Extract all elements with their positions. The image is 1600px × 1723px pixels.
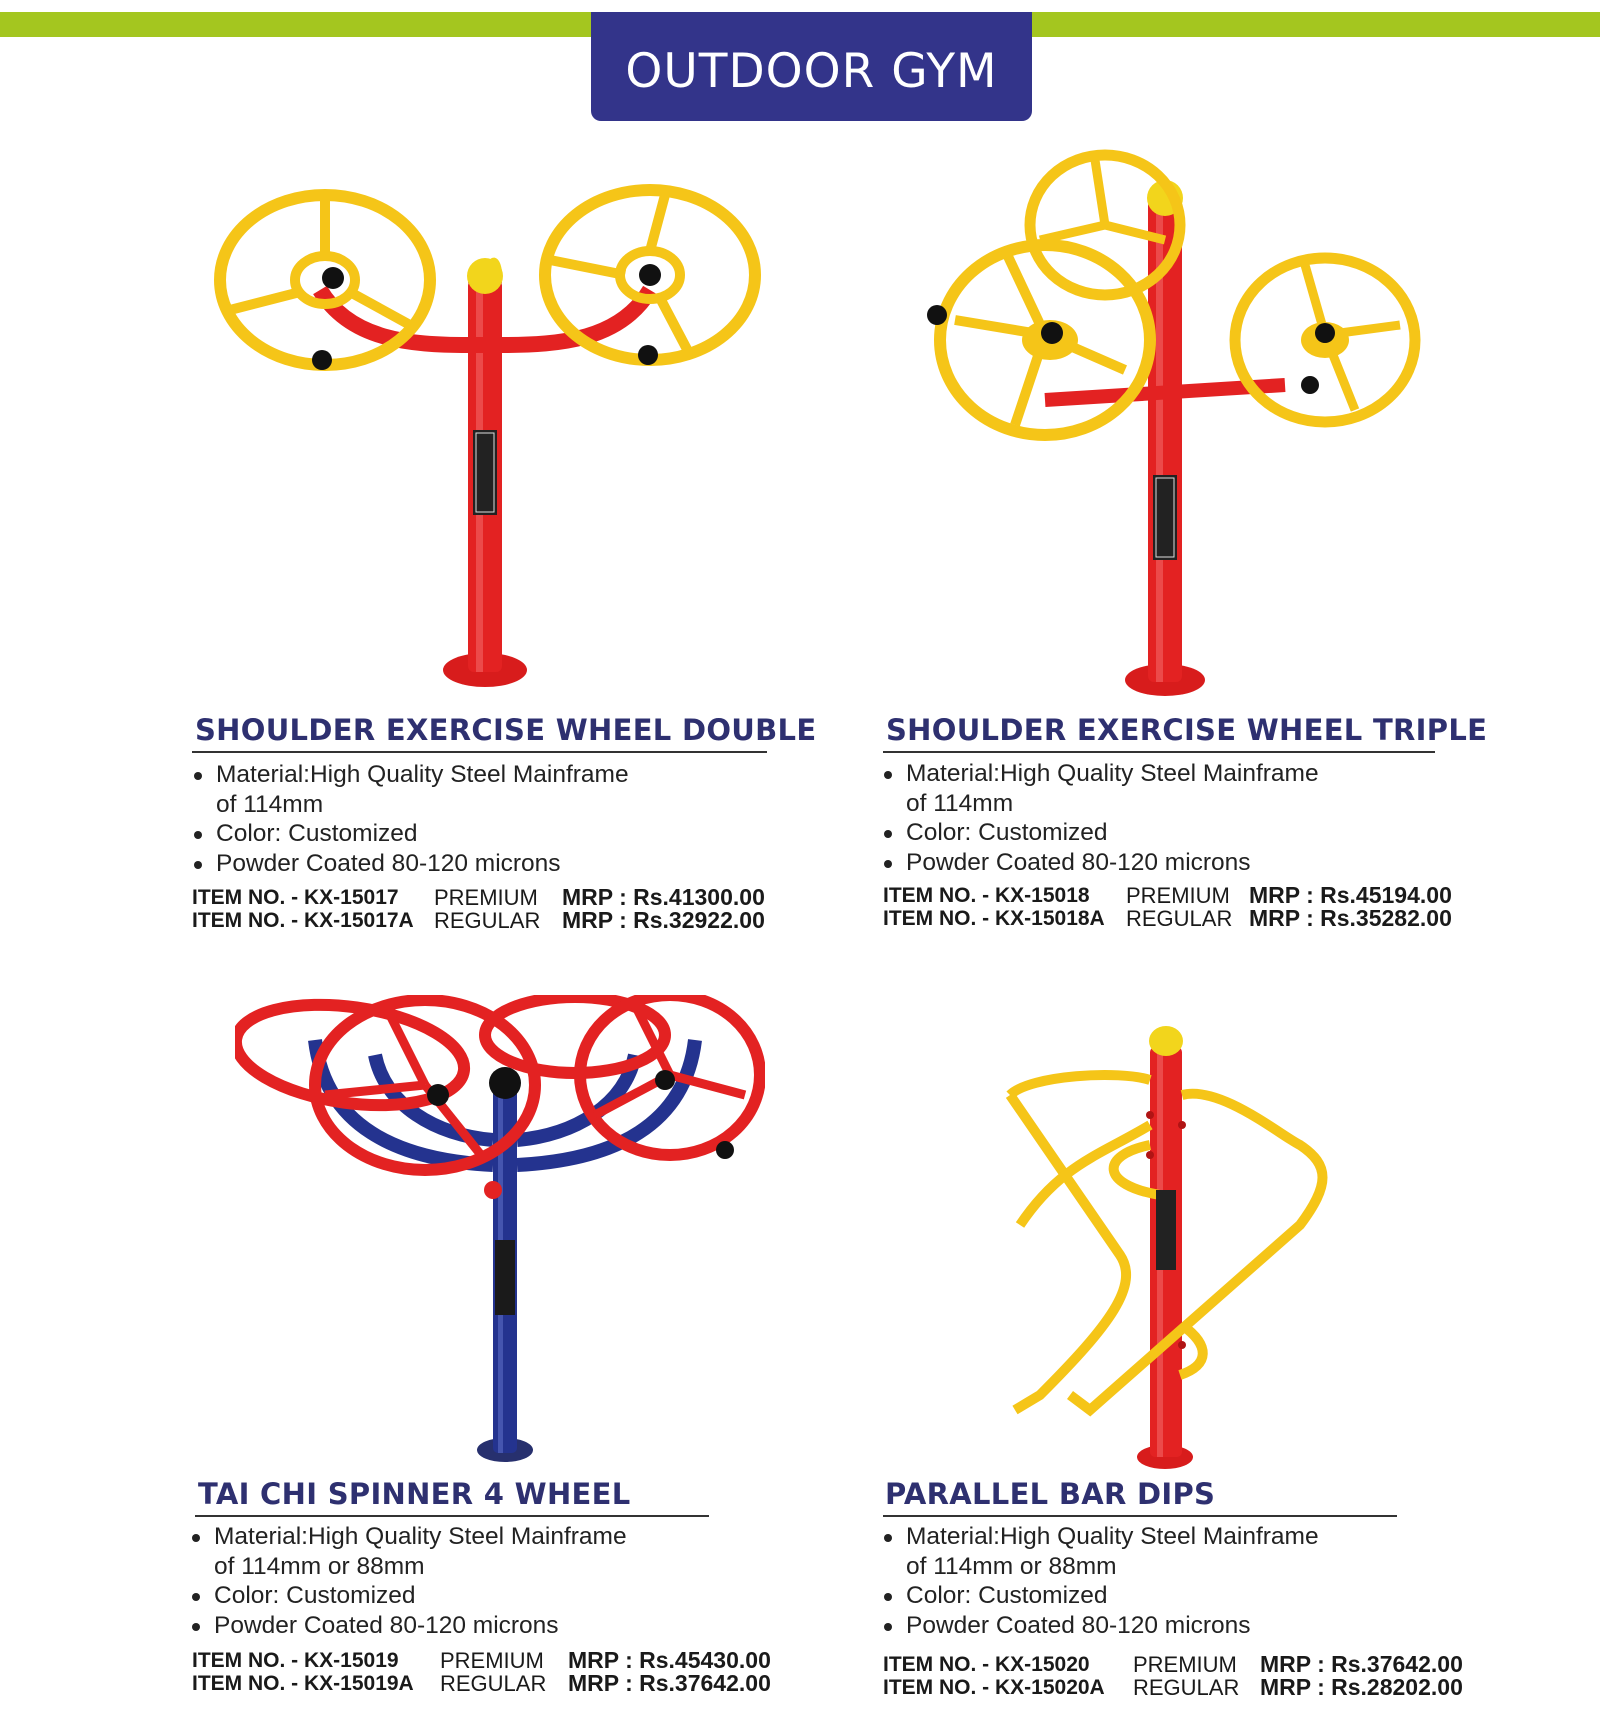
item-row <box>883 907 1483 930</box>
item-row <box>883 884 1483 907</box>
item-grade: REGULAR <box>434 908 541 933</box>
item-row <box>192 909 792 932</box>
item-number: ITEM NO. - KX-15020A <box>883 1676 1105 1699</box>
feature-item: Color: Customized <box>190 1581 627 1611</box>
item-row <box>192 1649 812 1672</box>
product-image-shoulder-wheel-double <box>210 180 780 700</box>
item-grade: PREMIUM <box>434 885 538 910</box>
item-mrp: MRP : Rs.35282.00 <box>1249 905 1452 931</box>
item-grade: PREMIUM <box>1133 1652 1237 1677</box>
item-number: ITEM NO. - KX-15020 <box>883 1653 1090 1676</box>
title-underline <box>195 1515 709 1517</box>
item-grade: REGULAR <box>1133 1675 1240 1700</box>
item-mrp: MRP : Rs.37642.00 <box>1260 1651 1463 1677</box>
feature-item: Color: Customized <box>192 819 629 849</box>
item-number: ITEM NO. - KX-15017A <box>192 909 414 932</box>
feature-item: Powder Coated 80-120 microns <box>882 1611 1319 1641</box>
feature-item-continued: of 114mm <box>216 790 324 818</box>
header-tab <box>591 12 1032 121</box>
item-price-list <box>192 886 792 932</box>
title-underline <box>883 751 1435 753</box>
feature-list <box>882 1522 1319 1640</box>
item-number: ITEM NO. - KX-15019 <box>192 1649 399 1672</box>
item-row <box>192 886 792 909</box>
feature-list <box>882 759 1319 877</box>
feature-item: Color: Customized <box>882 818 1319 848</box>
product-title: SHOULDER EXERCISE WHEEL DOUBLE <box>195 713 817 747</box>
product-title: TAI CHI SPINNER 4 WHEEL <box>198 1477 631 1511</box>
item-number: ITEM NO. - KX-15018 <box>883 884 1090 907</box>
item-grade: REGULAR <box>1126 906 1233 931</box>
product-image-tai-chi-spinner <box>235 995 765 1470</box>
item-number: ITEM NO. - KX-15019A <box>192 1672 414 1695</box>
feature-item-continued: of 114mm <box>906 789 1014 817</box>
feature-item: Material:High Quality Steel Mainframe <box>882 1522 1319 1552</box>
feature-item: Powder Coated 80-120 microns <box>190 1611 627 1641</box>
feature-item: Color: Customized <box>882 1581 1319 1611</box>
item-grade: PREMIUM <box>1126 883 1230 908</box>
item-number: ITEM NO. - KX-15017 <box>192 886 399 909</box>
item-row <box>192 1672 812 1695</box>
item-mrp: MRP : Rs.45430.00 <box>568 1647 771 1673</box>
feature-item: Powder Coated 80-120 microns <box>882 848 1319 878</box>
feature-item: Material:High Quality Steel Mainframe <box>882 759 1319 789</box>
item-grade: REGULAR <box>440 1671 547 1696</box>
product-image-parallel-bar-dips <box>1000 1025 1360 1475</box>
item-number: ITEM NO. - KX-15018A <box>883 907 1105 930</box>
item-mrp: MRP : Rs.45194.00 <box>1249 882 1452 908</box>
feature-item-continued: of 114mm or 88mm <box>214 1552 425 1580</box>
title-underline <box>192 751 767 753</box>
product-title: PARALLEL BAR DIPS <box>885 1477 1216 1511</box>
item-mrp: MRP : Rs.41300.00 <box>562 884 765 910</box>
feature-list <box>190 1522 627 1640</box>
feature-list <box>192 760 629 878</box>
item-mrp: MRP : Rs.28202.00 <box>1260 1674 1463 1700</box>
item-mrp: MRP : Rs.32922.00 <box>562 907 765 933</box>
item-row <box>883 1653 1503 1676</box>
item-row <box>883 1676 1503 1699</box>
item-price-list <box>883 884 1483 930</box>
feature-item: Powder Coated 80-120 microns <box>192 849 629 879</box>
item-price-list <box>883 1653 1503 1699</box>
product-image-shoulder-wheel-triple <box>925 140 1425 705</box>
feature-item: Material:High Quality Steel Mainframe <box>192 760 629 790</box>
product-title: SHOULDER EXERCISE WHEEL TRIPLE <box>886 713 1488 747</box>
item-grade: PREMIUM <box>440 1648 544 1673</box>
item-mrp: MRP : Rs.37642.00 <box>568 1670 771 1696</box>
page-title: OUTDOOR GYM <box>625 44 998 99</box>
feature-item-continued: of 114mm or 88mm <box>906 1552 1117 1580</box>
title-underline <box>883 1515 1397 1517</box>
item-price-list <box>192 1649 812 1695</box>
feature-item: Material:High Quality Steel Mainframe <box>190 1522 627 1552</box>
